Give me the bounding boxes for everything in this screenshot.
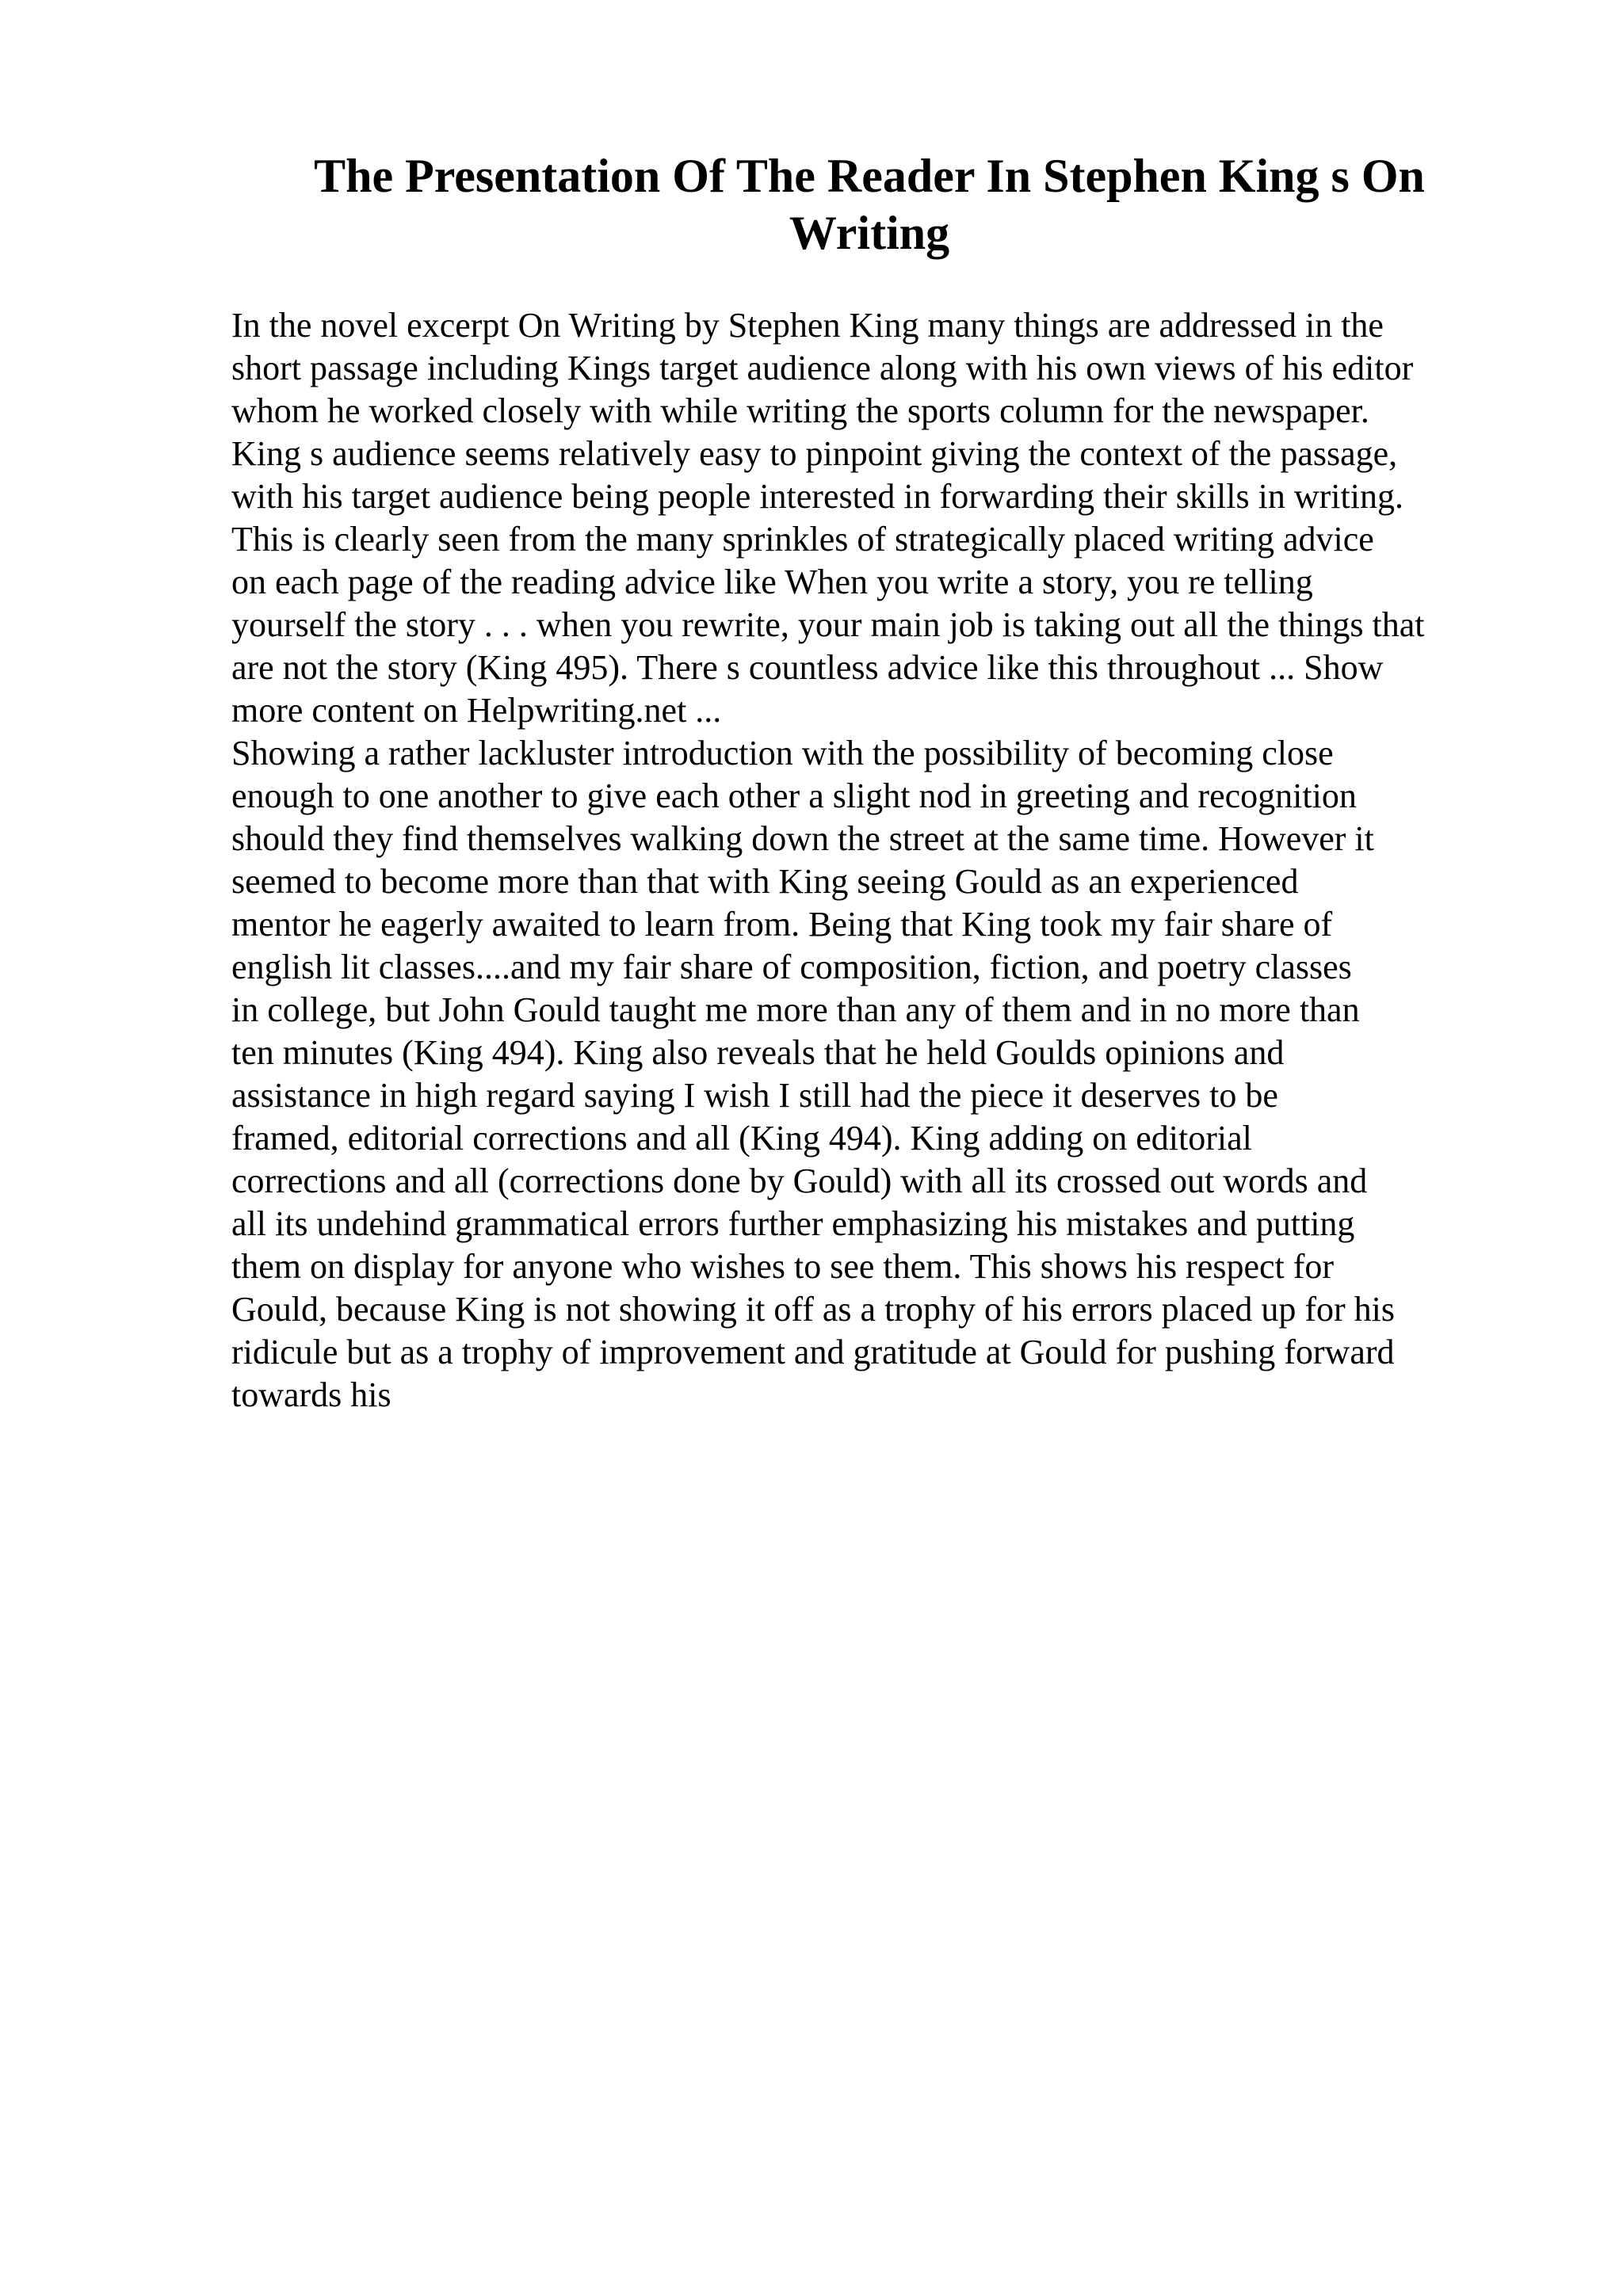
body-line: framed, editorial corrections and all (King 494). King adding on editorial xyxy=(231,1119,1252,1158)
body-line: assistance in high regard saying I wish I still had the piece it deserves to be xyxy=(231,1076,1278,1115)
title-line: The Presentation Of The Reader In Stephen King s On xyxy=(314,150,1425,202)
body-line: short passage including Kings target audience along with his own views of his editor xyxy=(231,349,1414,387)
body-line: enough to one another to give each other a slight nod in greeting and recognition xyxy=(231,776,1357,815)
body-line: Gould, because King is not showing it off as a trophy of his errors placed up for his xyxy=(231,1290,1396,1329)
body-line: english lit classes....and my fair share of composition, fiction, and poetry classes xyxy=(231,948,1352,986)
body-line: seemed to become more than that with King seeing Gould as an experienced xyxy=(231,862,1299,901)
body-line: This is clearly seen from the many sprinkles of strategically placed writing advice xyxy=(231,520,1374,559)
title-line: Writing xyxy=(789,207,950,259)
body-line: with his target audience being people interested in forwarding their skills in writing. xyxy=(231,477,1403,516)
body-line: whom he worked closely with while writing the sports column for the newspaper. xyxy=(231,391,1369,430)
body-line: mentor he eagerly awaited to learn from. Being that King took my fair share of xyxy=(231,905,1333,944)
body-line: ten minutes (King 494). King also reveals that he held Goulds opinions and xyxy=(231,1033,1285,1072)
body-line: In the novel excerpt On Writing by Stephen King many things are addressed in the xyxy=(231,306,1384,345)
body-line: more content on Helpwriting.net ... xyxy=(231,691,722,730)
document-body xyxy=(231,304,1531,1417)
body-line: all its undehind grammatical errors further emphasizing his mistakes and putting xyxy=(231,1204,1355,1243)
body-line: towards his xyxy=(231,1375,391,1414)
body-line: Showing a rather lackluster introduction with the possibility of becoming close xyxy=(231,734,1334,772)
body-line: are not the story (King 495). There s countless advice like this throughout ... Show xyxy=(231,648,1384,687)
document-title xyxy=(231,147,1507,261)
body-line: them on display for anyone who wishes to see them. This shows his respect for xyxy=(231,1247,1335,1286)
body-line: yourself the story . . . when you rewrite, your main job is taking out all the things that xyxy=(231,605,1425,644)
body-line: in college, but John Gould taught me more than any of them and in no more than xyxy=(231,990,1360,1029)
body-line: ridicule but as a trophy of improvement and gratitude at Gould for pushing forward xyxy=(231,1333,1395,1371)
body-line: King s audience seems relatively easy to pinpoint giving the context of the passage, xyxy=(231,434,1398,473)
body-line: should they find themselves walking down the street at the same time. However it xyxy=(231,819,1374,858)
body-line: corrections and all (corrections done by Gould) with all its crossed out words and xyxy=(231,1161,1368,1200)
body-line: on each page of the reading advice like When you write a story, you re telling xyxy=(231,563,1313,601)
